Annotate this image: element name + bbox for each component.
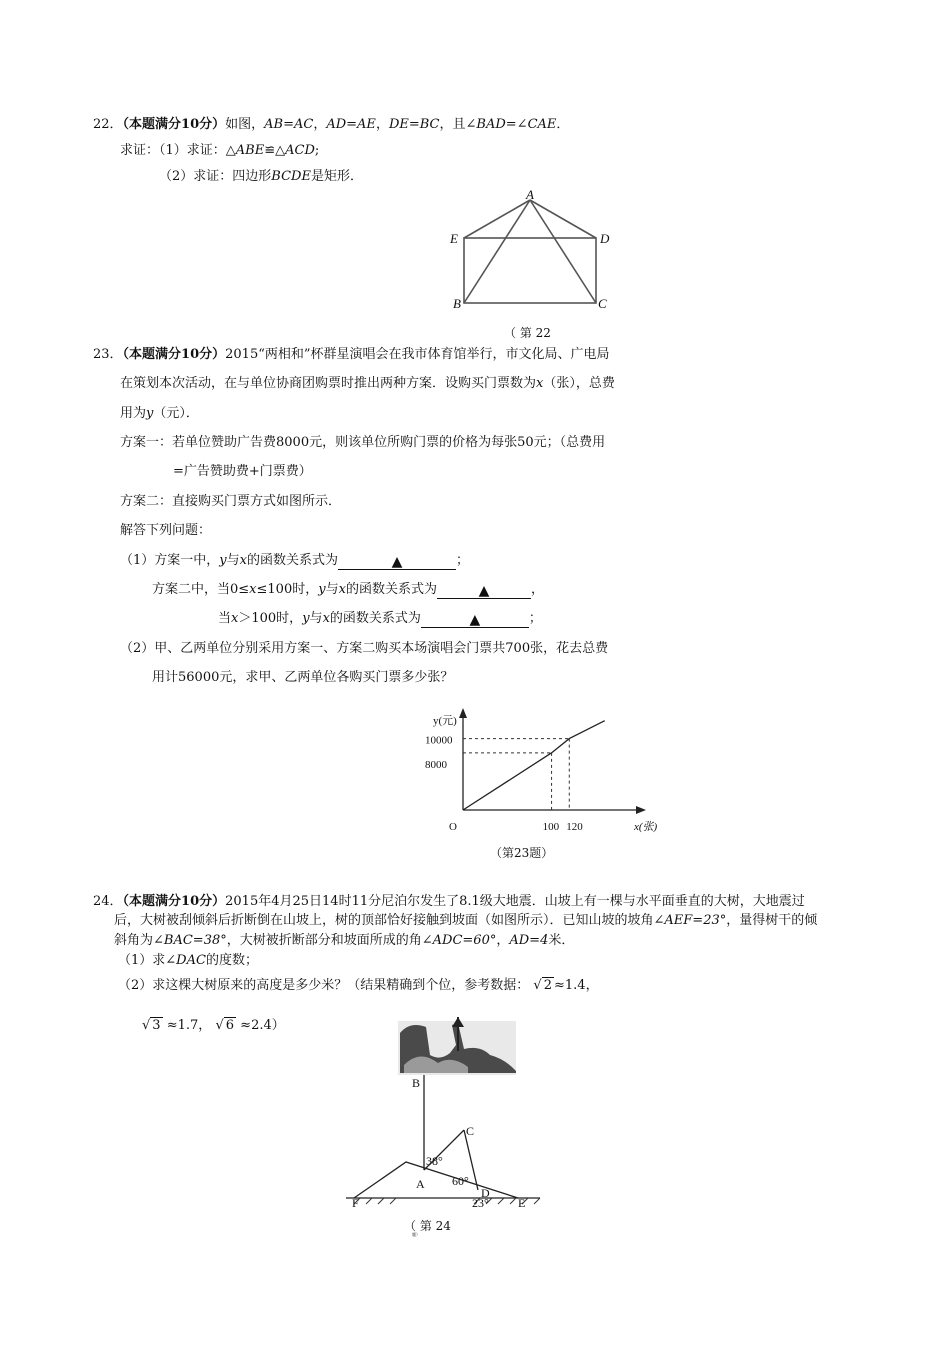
- q22-figure: [440, 188, 620, 318]
- q23-chart: [415, 700, 658, 840]
- q24-sub2: （2）求这棵大树原来的高度是多少米？（结果精确到个位，参考数据： √ 2 ≈1.4，: [118, 978, 599, 993]
- origin-label: O: [449, 821, 457, 833]
- q22-caption: （ 第 22: [504, 326, 551, 340]
- q23-plan2: 方案二：直接购买门票方式如图所示．: [120, 494, 342, 509]
- q23-answer: 解答下列问题：: [120, 523, 212, 538]
- segment-ad: [530, 200, 596, 238]
- q23-sub2-b: 用计56000元，求甲、乙两单位各购买门票多少张？: [152, 670, 454, 685]
- x-tick-label: 100: [542, 821, 560, 833]
- label-e: E: [450, 231, 458, 246]
- label-60: 60°: [452, 1174, 469, 1188]
- q23-stem-3: 用为y（元）．: [120, 406, 199, 421]
- label-d: D: [481, 1186, 490, 1200]
- x-axis-arrow: [636, 806, 646, 814]
- label-b: B: [453, 296, 461, 311]
- tree-top-image: [398, 1017, 516, 1075]
- q24-stem-2: 后，大树被刮倾斜后折断倒在山坡上，树的顶部恰好接触到坡面（如图所示）．已知山坡的坡角∠AEF=23°，量得树干的倾: [114, 913, 818, 928]
- q24-sub1: （1）求∠DAC的度数；: [118, 953, 258, 968]
- series-line: [463, 721, 605, 810]
- q23-plan1-b: =广告赞助费+门票费）: [173, 464, 312, 479]
- y-tick-label: 10000: [425, 734, 453, 747]
- sqrt2: √ 2: [533, 978, 552, 993]
- label-e: E: [518, 1196, 526, 1210]
- x-axis-label: x(张): [634, 821, 658, 833]
- label-a: A: [526, 187, 534, 202]
- q24-sub2-cont: √ 3 ≈1.7， √ 6 ≈2.4）: [142, 1018, 285, 1033]
- sqrt3: √ 3: [142, 1018, 161, 1033]
- q24-stem-3: 斜角为∠BAC=38°，大树被折断部分和坡面所成的角∠ADC=60°，AD=4米．: [114, 933, 575, 948]
- label-b: B: [412, 1076, 421, 1090]
- segment-ae: [464, 200, 530, 238]
- q22-prove-2: （2）求证：四边形BCDE是矩形．: [159, 169, 363, 184]
- y-axis-label: y(元): [433, 715, 457, 727]
- answer-blank-1[interactable]: ▲: [338, 553, 456, 570]
- q23-sub1-plan2-b: 当x＞100时，y与x的函数关系式为 ▲ ；: [218, 611, 542, 628]
- y-tick-label: 8000: [425, 758, 447, 771]
- q24-caption-2: 题）: [412, 1232, 420, 1237]
- rect-bcde: [464, 238, 596, 303]
- q23-caption: （第23题）: [490, 846, 554, 860]
- label-38: 38°: [426, 1154, 443, 1168]
- q22-stem: 22．（本题满分10分）如图，AB=AC，AD=AE，DE=BC，且∠BAD=∠CAE．: [93, 117, 570, 132]
- label-a: A: [416, 1177, 425, 1191]
- q23-sub1: （1）方案一中，y与x的函数关系式为 ▲ ；: [120, 553, 470, 570]
- label-f: F: [352, 1196, 359, 1210]
- q23-sub2-a: （2）甲、乙两单位分别采用方案一、方案二购买本场演唱会门票共700张，花去总费: [120, 641, 609, 656]
- q23-stem-2: 在策划本次活动，在与单位协商团购票时推出两种方案．设购买门票数为x（张），总费: [120, 376, 615, 391]
- q22-prove-1: 求证：（1）求证：△ABE≌△ACD;: [120, 143, 320, 158]
- label-c: C: [466, 1124, 475, 1138]
- q24-caption: （ 第 24: [404, 1219, 451, 1233]
- q23-sub1-plan2-a: 方案二中，当0≤x≤100时，y与x的函数关系式为 ▲ ，: [152, 582, 544, 599]
- segment-ab: [464, 200, 530, 303]
- q23-stem-1: 23．（本题满分10分）2015“两相和”杯群星演唱会在我市体育馆举行，市文化局、广电局: [93, 347, 610, 362]
- segment-ac: [530, 200, 596, 303]
- q23-plan1-a: 方案一：若单位赞助广告费8000元，则该单位所购门票的价格为每张50元；（总费用: [120, 435, 606, 450]
- q24-stem-1: 24．（本题满分10分）2015年4月25日14时11分尼泊尔发生了8.1级大地震．山坡上有一棵与水平面垂直的大树，大地震过: [93, 894, 805, 909]
- answer-blank-2[interactable]: ▲: [437, 582, 531, 599]
- label-23: 23°: [472, 1196, 489, 1210]
- sqrt6: √ 6: [215, 1018, 235, 1033]
- q24-figure: [340, 1015, 550, 1215]
- label-c: C: [598, 296, 607, 311]
- answer-blank-3[interactable]: ▲: [421, 611, 529, 628]
- y-axis-arrow: [459, 708, 467, 718]
- label-d: D: [600, 231, 610, 246]
- x-tick-label: 120: [566, 821, 583, 833]
